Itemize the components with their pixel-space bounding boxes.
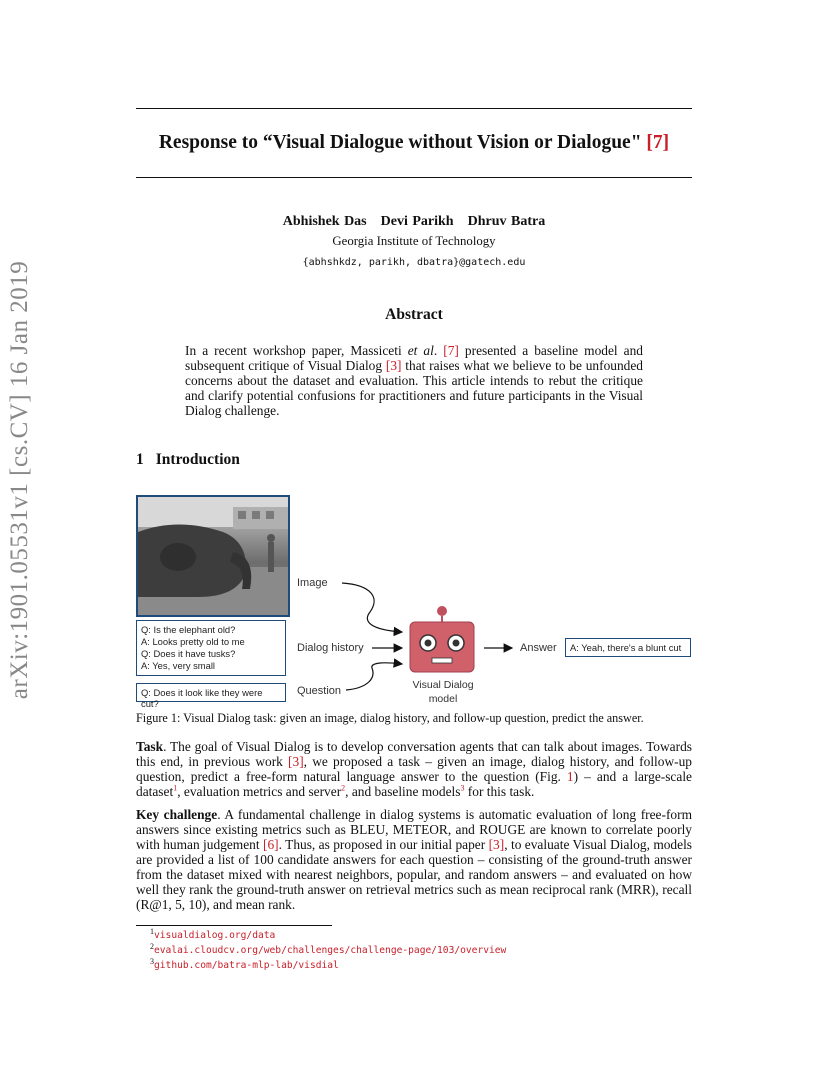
author-1: Abhishek Das	[282, 214, 367, 229]
image-arrow	[342, 583, 402, 632]
abstract-ref-7[interactable]: [7]	[443, 343, 459, 358]
footnote-1	[150, 926, 276, 941]
key-ref-3[interactable]: [3]	[488, 837, 505, 852]
question-box: Q: Does it look like they were cut?	[136, 683, 286, 702]
task-text: . The goal of Visual Dialog is to develop conversation agents that can talk about images. Towards this end, in previous work	[136, 739, 692, 769]
author-3: Dhruv Batra	[467, 214, 546, 229]
abstract-ref-3[interactable]: [3]	[385, 358, 402, 373]
task-text: , and baseline models	[345, 784, 461, 799]
title-ref[interactable]: [7]	[646, 132, 670, 153]
dialog-line: A: Yes, very small	[141, 660, 215, 671]
robot-icon	[410, 606, 474, 672]
key-head: Key challenge	[136, 807, 218, 822]
figure-model-label: Visual Dialog model	[412, 679, 474, 705]
abstract-part: that raises what we believe to be unfounded concerns about the dataset and evaluation. This article intends to rebut the critique and clarify potential confusions for practitioners and future participants in the Visual Dialog challenge.	[185, 358, 644, 418]
task-ref-3[interactable]: [3]	[288, 754, 304, 769]
footnote-link[interactable]: github.com/batra-mlp-lab/visdial	[154, 960, 339, 971]
footnote-link[interactable]: evalai.cloudcv.org/web/challenges/challenge-page/103/overview	[154, 945, 507, 956]
figure-label-question: Question	[297, 685, 342, 697]
abstract-heading: Abstract	[385, 306, 443, 323]
section-number: 1	[136, 451, 144, 468]
task-text: , we proposed a task – given an image, dialog history, and follow-up question, predict a free-form natural language answer to the question (Fig.	[136, 754, 692, 784]
figure-label-history: Dialog history	[297, 642, 364, 654]
key-text: , to evaluate Visual Dialog, models are provided a list of 100 candidate answers for each question – consisting of the ground-truth answer from the dataset mixed with nearest neighbors, popular, and random answers – and evaluated on how well they rank the ground-truth answer on retrieval metrics such as mean reciprocal rank (MRR), recall (R@1, 5, 10), and mean rank.	[136, 837, 692, 912]
footnote-mark-1[interactable]: 1	[173, 783, 178, 793]
task-text: for this task.	[464, 784, 535, 799]
arxiv-id: arXiv:1901.05531v1 [cs.CV] 16 Jan 2019	[6, 260, 33, 700]
affiliation: Georgia Institute of Technology	[332, 234, 496, 248]
author-emails: {abhshkdz, parikh, dbatra}@gatech.edu	[302, 257, 526, 268]
footnote-mark: 2	[150, 941, 154, 951]
dialog-line: A: Looks pretty old to me	[141, 636, 245, 647]
figure-label-image: Image	[297, 577, 328, 589]
abstract-part: In a recent workshop paper, Massiceti	[185, 343, 408, 358]
abstract-part: presented a baseline model and subsequent critique of Visual Dialog	[185, 343, 643, 373]
task-ref-fig1[interactable]: 1	[566, 769, 574, 784]
key-ref-6[interactable]: [6]	[263, 837, 279, 852]
footnote-link[interactable]: visualdialog.org/data	[154, 930, 276, 941]
answer-box: A: Yeah, there's a blunt cut	[565, 638, 691, 657]
figure-caption: Figure 1: Visual Dialog task: given an image, dialog history, and follow-up question, predict the answer.	[136, 711, 644, 725]
footnote-mark: 1	[150, 926, 154, 936]
key-text: . Thus, as proposed in our initial paper	[278, 837, 489, 852]
task-text: , evaluation metrics and server	[177, 784, 342, 799]
task-head: Task	[136, 739, 164, 754]
key-challenge-paragraph	[136, 807, 692, 912]
footnote-mark: 3	[150, 956, 154, 966]
dialog-line: Q: Does it have tusks?	[141, 648, 236, 659]
dialog-line: Q: Is the elephant old?	[141, 624, 236, 635]
task-paragraph	[136, 739, 692, 799]
footnote-2	[150, 941, 507, 956]
question-arrow	[346, 663, 402, 690]
figure-label-answer: Answer	[520, 642, 557, 654]
abstract-etal: et al	[407, 343, 434, 358]
footnote-mark-3[interactable]: 3	[460, 783, 465, 793]
footnote-rule	[136, 925, 332, 926]
section-title: Introduction	[155, 451, 240, 468]
task-text: ) – and a large-scale dataset	[136, 769, 692, 799]
key-text: . A fundamental challenge in dialog systems is automatic evaluation of long free-form answers since existing metrics such as BLEU, METEOR, and ROUGE are known to correlate poorly with human judgement	[136, 807, 692, 852]
footnote-3	[150, 956, 339, 971]
abstract-part: .	[433, 343, 444, 358]
title-text: Response to “Visual Dialogue without Vision or Dialogue"	[158, 132, 647, 153]
author-2: Devi Parikh	[380, 214, 454, 229]
footnote-mark-2[interactable]: 2	[341, 783, 346, 793]
